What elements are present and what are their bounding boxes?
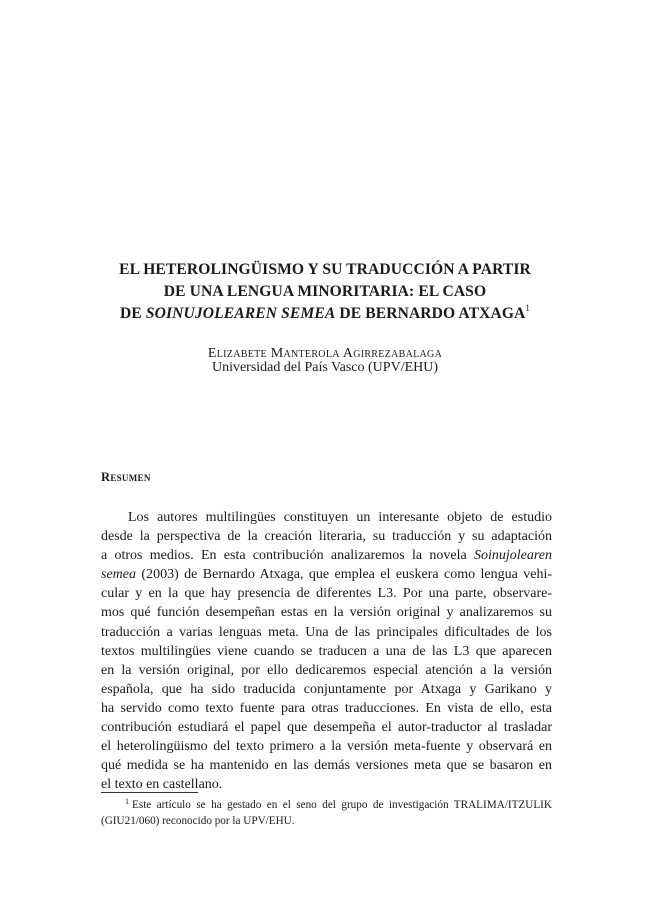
abstract-line: en la versión original, por ello dedicaremos especial atención a la versión	[101, 662, 552, 678]
abstract-line: cular y en la que hay presencia de diferentes L3. Por una parte, observare-	[101, 586, 552, 602]
abstract-heading: Resumen	[101, 470, 151, 484]
abstract-line: mos qué función desempeñan estas en la versión original y analizaremos su	[101, 605, 552, 621]
title-line-3-pre: DE	[119, 305, 146, 322]
author-name: Elizabete Manterola Agirrezabalaga	[207, 346, 443, 361]
abstract-line: semea (2003) de Bernardo Atxaga, que emplea el euskera como lengua vehi-	[101, 567, 553, 583]
footnote	[101, 797, 552, 829]
title-line-3-post: DE BERNARDO ATXAGA	[335, 305, 526, 322]
title-line-2: DE UNA LENGUA MINORITARIA: EL CASO	[163, 283, 487, 300]
abstract-line: textos multilingües viene cuando se traducen a una de las L3 que aparecen	[101, 643, 552, 659]
article-title	[60, 259, 590, 325]
abstract-line: desde la perspectiva de la creación literaria, su traducción y su adaptación	[101, 529, 552, 545]
title-work-name: SOINUJOLEAREN SEMEA	[145, 305, 336, 322]
footnote-line: (GIU21/060) reconocido por la UPV/EHU.	[101, 815, 295, 827]
abstract-line: ha servido como texto fuente para otras traducciones. En vista de ello, esta	[101, 700, 552, 716]
abstract-line: qué medida se ha mantenido en las demás versiones meta que se basaron en	[101, 758, 552, 774]
title-line-3	[60, 303, 590, 325]
footnote-mark: 1	[125, 797, 129, 806]
abstract-line: a otros medios. En esta contribución analizaremos la novela Soinujolearen	[101, 548, 552, 564]
abstract-line: española, que ha sido traducida conjuntamente por Atxaga y Garikano y	[101, 681, 552, 697]
footnote-line: $^1$ Este artículo se ha gestado en el seno del grupo de investigación TRALIMA/ITZULIK	[125, 797, 552, 811]
title-footnote-mark: 1	[525, 303, 531, 313]
author-affiliation: Universidad del País Vasco (UPV/EHU)	[211, 360, 439, 375]
abstract-line: el heterolingüismo del texto primero a la versión meta-fuente y observará en	[101, 739, 552, 755]
abstract-line: Los autores multilingües constituyen un interesante objeto de estudio	[128, 510, 552, 525]
abstract-work-name-b: semea	[101, 567, 136, 583]
footnote-divider	[101, 792, 198, 793]
abstract-line: el texto en castellano.	[101, 777, 223, 793]
title-line-1: EL HETEROLINGÜISMO Y SU TRADUCCIÓN A PARTIR	[119, 261, 531, 278]
abstract-line: traducción a varias lenguas meta. Una de las principales dificultades de los	[101, 624, 552, 640]
abstract-body	[101, 508, 552, 794]
abstract-work-name-a: Soinujolearen	[473, 548, 552, 564]
abstract-line: contribución estudiará el papel que desempeña el autor-traductor al trasladar	[101, 720, 552, 736]
